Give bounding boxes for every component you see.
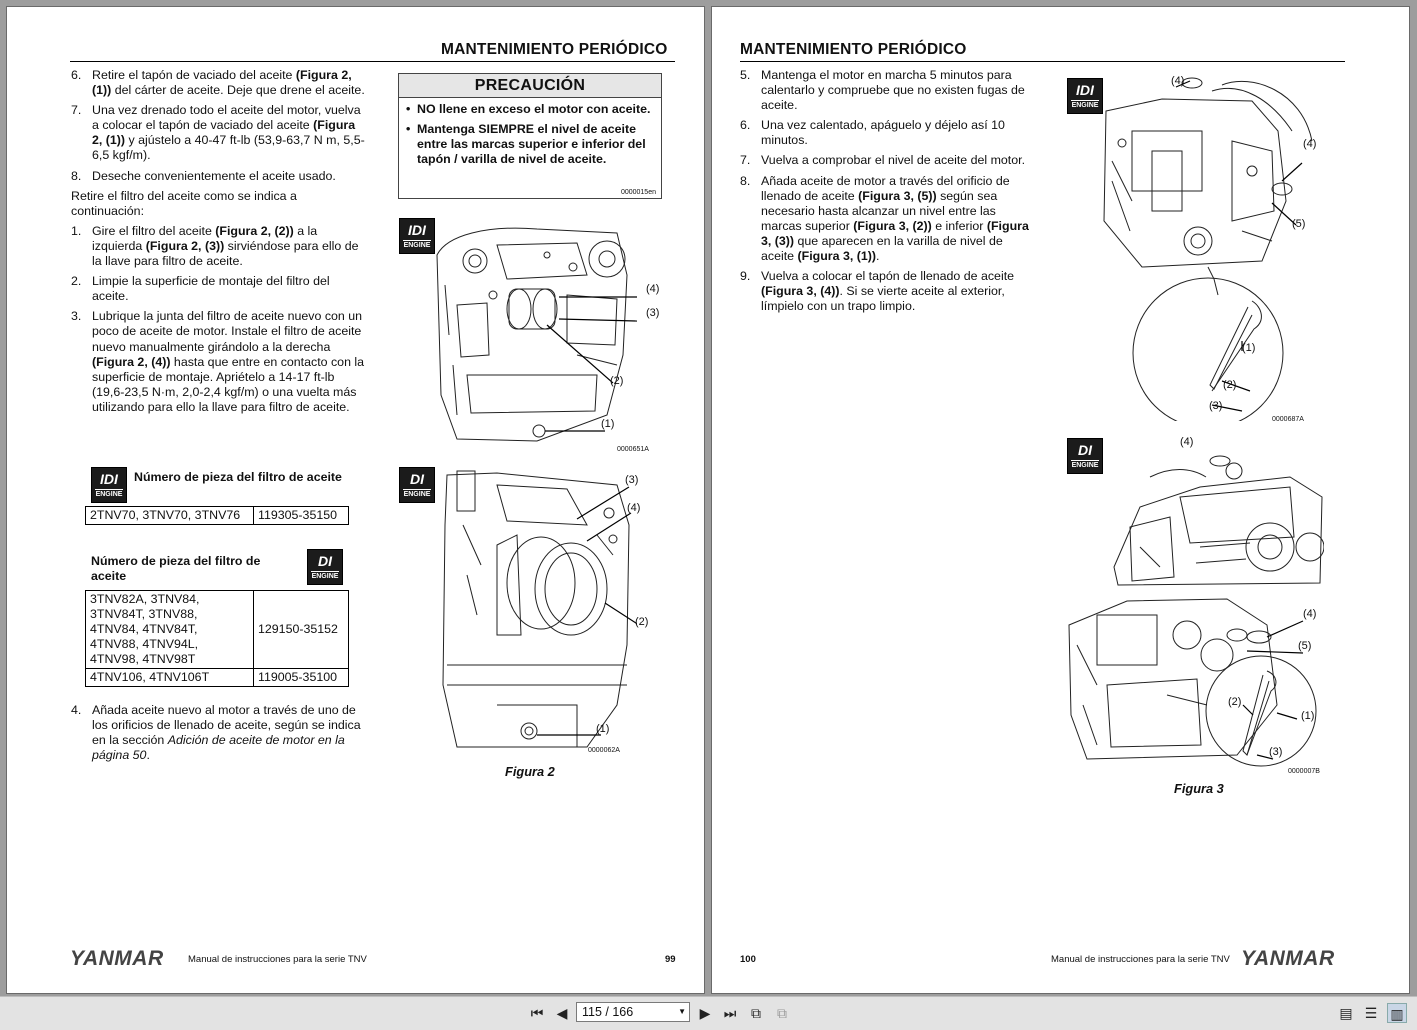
list-item: 6. Retire el tapón de vaciado del aceite (Figura 2, (1)) del cárter de aceite. Deje que drene el aceite.	[71, 68, 365, 98]
page-selector[interactable]	[576, 1002, 690, 1022]
caution-item: • Mantenga SIEMPRE el nivel de aceite entre las marcas superior e inferior del tapón / varilla de nivel de aceite.	[405, 122, 655, 167]
figure-label: (2)	[1223, 379, 1237, 391]
figure-label: (3)	[1209, 400, 1223, 412]
figure-label: (1)	[1301, 710, 1315, 722]
facing-pages-view-icon[interactable]: ▥	[1387, 1003, 1407, 1023]
di-engine-badge: DI ENGINE	[1067, 438, 1103, 474]
caution-item: • NO llene en exceso el motor con aceite.	[405, 102, 655, 117]
header-rule	[740, 61, 1345, 62]
idi-parts-table	[85, 506, 349, 525]
idi-engine-badge: IDI ENGINE	[1067, 78, 1103, 114]
figure-caption: Figura 2	[505, 764, 555, 779]
figure-label: (4)	[1303, 608, 1317, 620]
figure-label: (3)	[646, 307, 660, 319]
figure-code: 0000651A	[617, 446, 649, 453]
yanmar-logo: YANMAR	[70, 947, 164, 970]
first-page-icon[interactable]: ⏮	[530, 1005, 544, 1021]
figure-label: (2)	[610, 375, 624, 387]
footer-manual-title: Manual de instrucciones para la serie TNV	[188, 954, 367, 965]
table-row	[86, 507, 349, 525]
engine-illustration-di-top	[1110, 447, 1324, 587]
list-item: 8. Añada aceite de motor a través del orificio de llenado de aceite (Figura 3, (5)) según sea necesario hasta alcanzar un nivel entre las marcas superior (Figura 3, (2)) e inferior (Figura 3, (3)) que aparecen en la varilla de nivel de aceite (Figura 3, (1)).	[740, 173, 1029, 264]
list-item: 5. Mantenga el motor en marcha 5 minutos para calentarlo y compruebe que no existen fugas de aceite.	[740, 68, 1025, 113]
previous-page-icon[interactable]: ◀	[556, 1005, 568, 1021]
next-page-icon[interactable]: ▶	[699, 1005, 711, 1021]
figure-label: (4)	[1171, 75, 1185, 87]
last-page-icon[interactable]: ⏭	[723, 1005, 737, 1021]
page-header-title: MANTENIMIENTO PERIÓDICO	[740, 41, 967, 58]
idi-table-title: Número de pieza del filtro de aceite	[134, 470, 342, 484]
figure-label: (4)	[1303, 138, 1317, 150]
figure-label: (1)	[601, 418, 615, 430]
list-item: 3. Lubrique la junta del filtro de aceite nuevo con un poco de aceite de motor. Instale el filtro de aceite nuevo manualmente girándolo a la derecha (Figura 2, (4)) hasta que entre en contacto con la superficie de montaje. Apriételo a 14-17 ft-lb (19,6-23,5 N·m, 2,0-2,4 kgf/m) o una vuelta más utilizando para ello la llave para filtro de aceite.	[71, 309, 365, 414]
caution-box	[398, 73, 662, 199]
model-cell: 3TNV82A, 3TNV84, 3TNV84T, 3TNV88, 4TNV84, 4TNV84T, 4TNV88, 4TNV94L, 4TNV98, 4TNV98T	[86, 591, 254, 669]
continuous-view-icon[interactable]: ☰	[1364, 1005, 1378, 1021]
model-cell: 4TNV106, 4TNV106T	[86, 669, 254, 687]
document-page-99	[6, 6, 705, 994]
part-number-cell: 119005-35100	[254, 669, 349, 687]
figure-label: (2)	[1228, 696, 1242, 708]
single-page-view-icon[interactable]: ▤	[1339, 1005, 1353, 1021]
model-cell: 2TNV70, 3TNV70, 3TNV76	[86, 507, 254, 525]
idi-engine-badge: IDI ENGINE	[399, 218, 435, 254]
engine-illustration-di-dipstick	[1067, 595, 1323, 773]
figure-code: 0000062A	[588, 747, 620, 754]
figure-label: (2)	[635, 616, 649, 628]
forward-view-icon[interactable]: ⧉	[777, 1005, 787, 1021]
di-engine-badge: DI ENGINE	[399, 467, 435, 503]
list-item: 9. Vuelva a colocar el tapón de llenado de aceite (Figura 3, (4)). Si se vierte aceite al exterior, límpielo con un trapo limpio.	[740, 269, 1015, 314]
list-item: 1. Gire el filtro del aceite (Figura 2, (2)) a la izquierda (Figura 2, (3)) sirviéndose para ello de la llave para filtro de aceite.	[71, 223, 359, 269]
step-4-text	[71, 703, 367, 768]
list-item: 2. Limpie la superficie de montaje del filtro del aceite.	[71, 274, 330, 304]
chevron-down-icon: ▼	[678, 1007, 686, 1016]
yanmar-logo: YANMAR	[1241, 947, 1335, 970]
figure-label: (5)	[1292, 218, 1306, 230]
footer-manual-title: Manual de instrucciones para la serie TNV	[1051, 954, 1230, 965]
document-page-100	[711, 6, 1410, 994]
figure-label: (3)	[625, 474, 639, 486]
di-parts-table	[85, 590, 349, 687]
figure-label: (1)	[1242, 342, 1256, 354]
page-number: 99	[665, 954, 676, 965]
figure-code: 0000687A	[1272, 416, 1304, 423]
part-number-cell: 129150-35152	[254, 591, 349, 669]
caution-title: PRECAUCIÓN	[399, 74, 661, 98]
list-item: 6. Una vez calentado, apáguelo y déjelo así 10 minutos.	[740, 118, 1005, 148]
list-item: 7. Vuelva a comprobar el nivel de aceite del motor.	[740, 153, 1026, 168]
engine-illustration-idi-dipstick	[1102, 71, 1332, 421]
di-engine-badge: DI ENGINE	[307, 549, 343, 585]
table-row	[86, 591, 349, 669]
figure-code: 0000007B	[1288, 768, 1320, 775]
list-item: 8. Deseche convenientemente el aceite usado.	[71, 168, 336, 183]
page-header-title: MANTENIMIENTO PERIÓDICO	[441, 41, 668, 58]
figure-label: (1)	[596, 723, 610, 735]
back-view-icon[interactable]: ⧉	[751, 1005, 761, 1021]
intro-paragraph: Retire el filtro del aceite como se indica a continuación:	[71, 188, 297, 218]
idi-engine-badge: IDI ENGINE	[91, 467, 127, 503]
figure-label: (5)	[1298, 640, 1312, 652]
list-item: 4. Añada aceite nuevo al motor a través de uno de los orificios de llenado de aceite, según se indica en la sección Adición de aceite de motor en la página 50.	[71, 703, 361, 763]
figure-caption: Figura 3	[1174, 781, 1224, 796]
right-text-column	[740, 68, 1032, 319]
figure-label: (4)	[1180, 436, 1194, 448]
page-indicator: 115 / 166	[582, 1005, 634, 1019]
figure-label: (4)	[627, 502, 641, 514]
caution-code: 0000015en	[620, 189, 656, 196]
list-item: 7. Una vez drenado todo el aceite del motor, vuelva a colocar el tapón de vaciado del aceite (Figura 2, (1)) y ajústelo a 40-47 ft-lb (53,9-63,7 N m, 5,5-6,5 kgf/m).	[71, 103, 365, 163]
engine-illustration-di-oil-filter	[437, 465, 637, 749]
left-text-column	[71, 68, 367, 420]
figure-label: (4)	[646, 283, 660, 295]
engine-illustration-idi-oil-filter	[427, 215, 667, 451]
viewer-toolbar	[0, 996, 1417, 1030]
figure-label: (3)	[1269, 746, 1283, 758]
di-table-title: Número de pieza del filtro de aceite	[91, 554, 261, 584]
part-number-cell: 119305-35150	[254, 507, 349, 525]
page-number: 100	[740, 954, 756, 965]
header-rule	[70, 61, 675, 62]
table-row	[86, 669, 349, 687]
